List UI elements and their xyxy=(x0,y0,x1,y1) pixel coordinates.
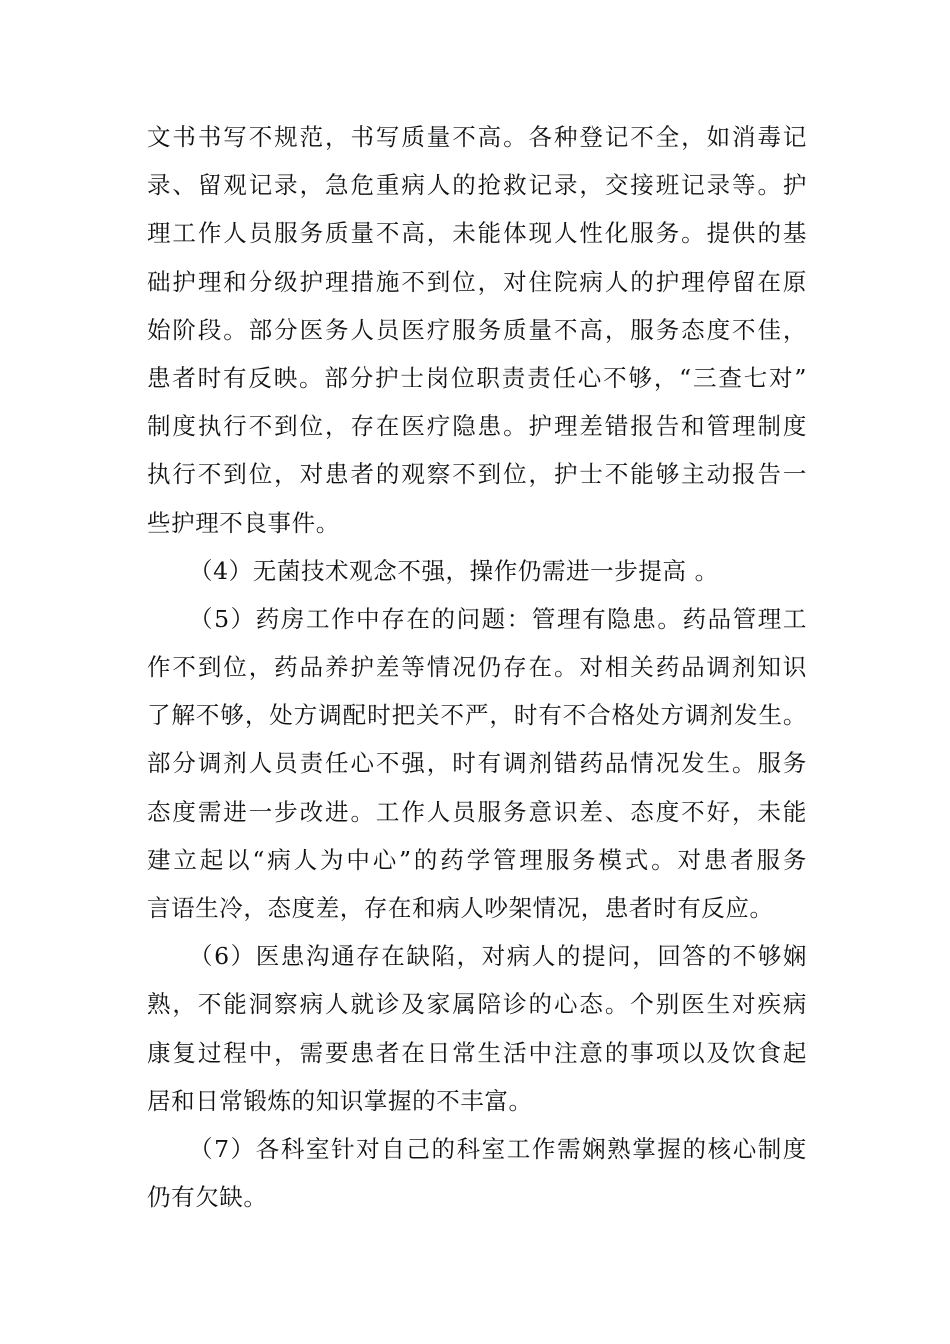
text-line: 制度执行不到位，存在医疗隐患。护理差错报告和管理制度 xyxy=(147,412,807,441)
text-line: 建立起以“病人为中心”的药学管理服务模式。对患者服务 xyxy=(147,845,807,874)
text-line: 康复过程中，需要患者在日常生活中注意的事项以及饮食起 xyxy=(147,1038,807,1067)
text-line: 始阶段。部分医务人员医疗服务质量不高，服务态度不佳， xyxy=(147,315,807,344)
text-line: 部分调剂人员责任心不强，时有调剂错药品情况发生。服务 xyxy=(147,749,807,778)
text-line: 作不到位，药品养护差等情况仍存在。对相关药品调剂知识 xyxy=(147,653,807,682)
text-line: （4）无菌技术观念不强，操作仍需进一步提高 。 xyxy=(189,556,719,585)
text-line: 了解不够，处方调配时把关不严，时有不合格处方调剂发生。 xyxy=(147,701,807,730)
text-line: 患者时有反映。部分护士岗位职责责任心不够，“三查七对” xyxy=(147,363,807,392)
text-line: 录、留观记录，急危重病人的抢救记录，交接班记录等。护 xyxy=(147,171,807,200)
text-line: （5）药房工作中存在的问题：管理有隐患。药品管理工 xyxy=(189,604,807,633)
text-line: 础护理和分级护理措施不到位，对住院病人的护理停留在原 xyxy=(147,267,807,296)
paragraph-2 xyxy=(147,547,807,595)
paragraph-1 xyxy=(147,113,807,547)
text-line: 熟，不能洞察病人就诊及家属陪诊的心态。个别医生对疾病 xyxy=(147,990,807,1019)
document-body xyxy=(147,113,807,1221)
paragraph-4 xyxy=(147,932,807,1125)
paragraph-3 xyxy=(147,595,807,932)
text-line: 仍有欠缺。 xyxy=(147,1183,268,1212)
text-line: 文书书写不规范，书写质量不高。各种登记不全，如消毒记 xyxy=(147,123,807,151)
text-line: （7）各科室针对自己的科室工作需娴熟掌握的核心制度 xyxy=(189,1134,807,1163)
text-line: 态度需进一步改进。工作人员服务意识差、态度不好，未能 xyxy=(147,797,807,826)
text-line: 理工作人员服务质量不高，未能体现人性化服务。提供的基 xyxy=(147,219,807,248)
paragraph-5 xyxy=(147,1125,807,1221)
text-line: 居和日常锻炼的知识掌握的不丰富。 xyxy=(147,1086,533,1115)
text-line: 言语生冷，态度差，存在和病人吵架情况，患者时有反应。 xyxy=(147,894,774,922)
text-line: （6）医患沟通存在缺陷，对病人的提问，回答的不够娴 xyxy=(189,942,807,971)
text-line: 执行不到位，对患者的观察不到位，护士不能够主动报告一 xyxy=(147,460,807,489)
text-line: 些护理不良事件。 xyxy=(147,508,340,537)
